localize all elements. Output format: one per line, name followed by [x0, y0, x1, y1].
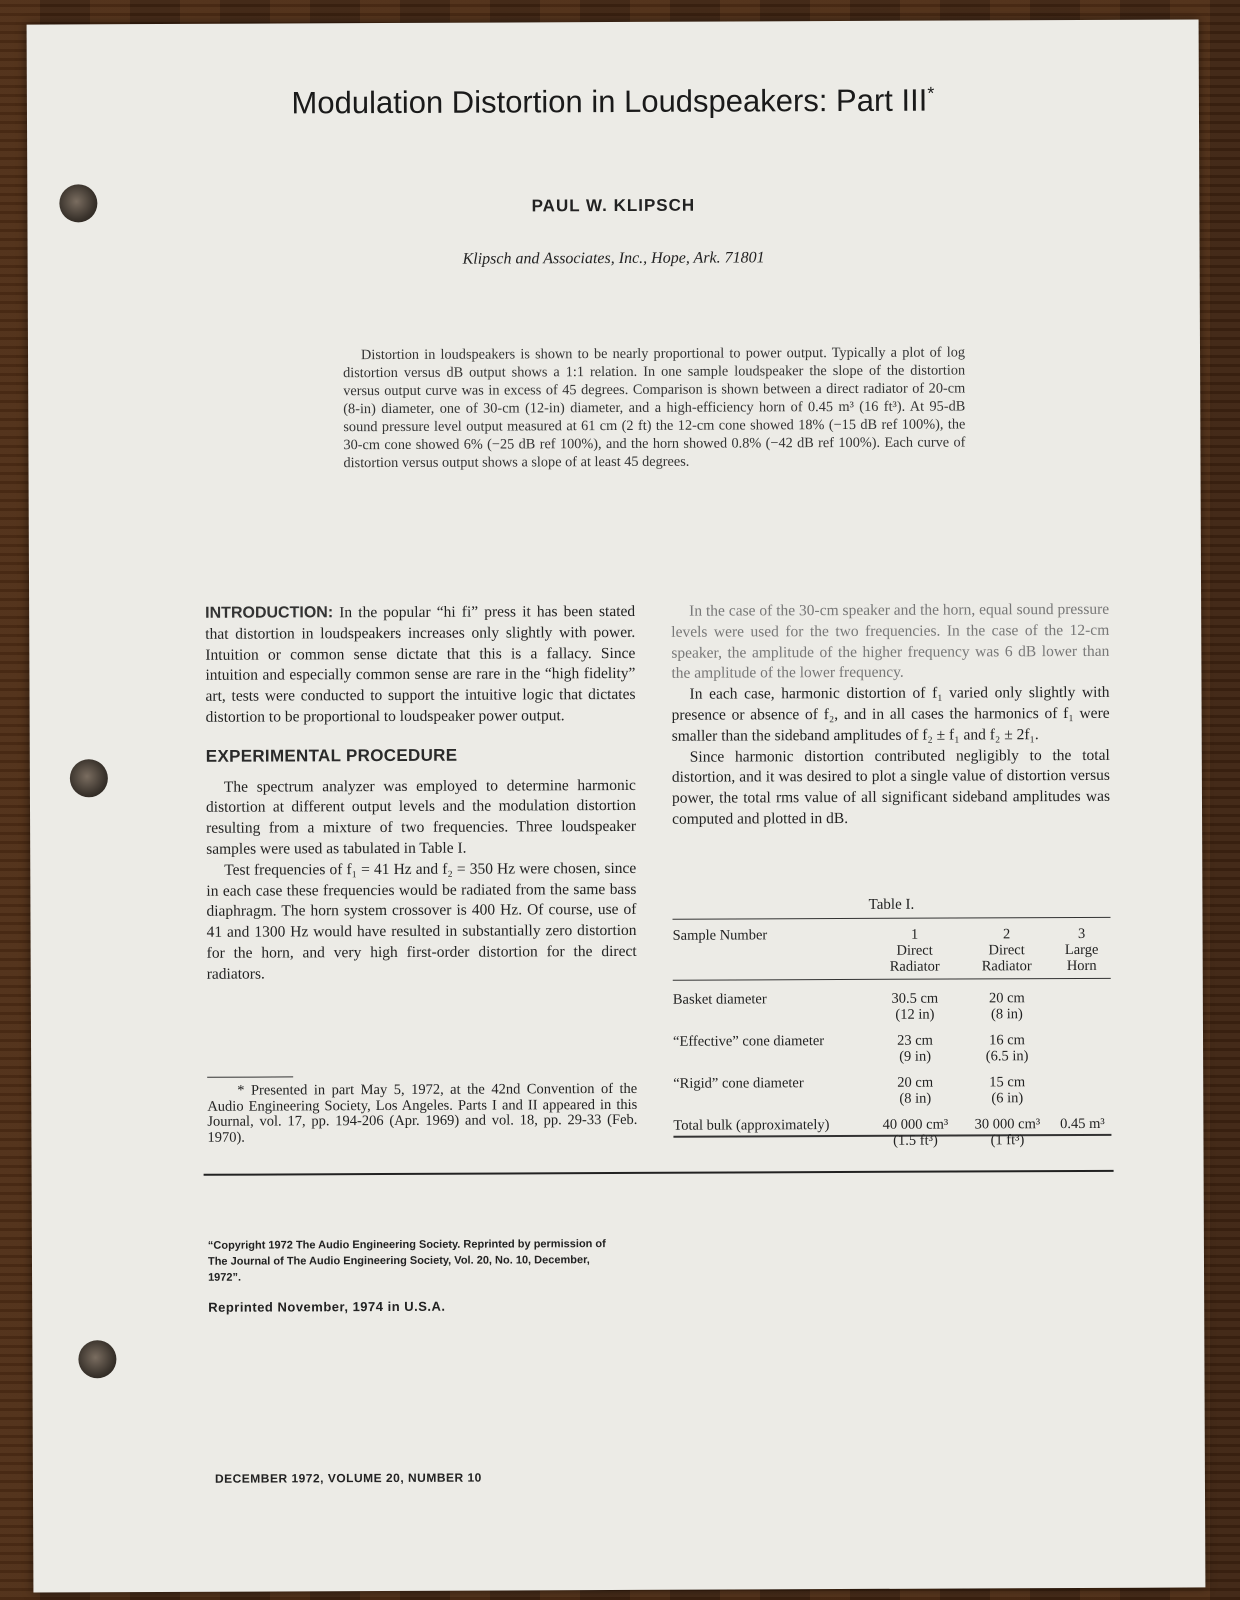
table-row-label: Basket diameter: [672, 991, 767, 1008]
issue-footer: DECEMBER 1972, VOLUME 20, NUMBER 10: [214, 1470, 482, 1486]
right-paragraph-1: In the case of the 30-cm speaker and the horn, equal sound pressure levels were used for the two frequencies. In the case of the 12-cm speaker, the amplitude of the higher frequency was 6 dB lower than the amplitude of the lower frequency.: [671, 600, 1110, 683]
table-header-col-1: 1 Direct Radiator: [889, 926, 940, 975]
table-cell: 15 cm (6 in): [989, 1074, 1026, 1107]
table-cell: [1053, 1074, 1111, 1116]
procedure-paragraph-1: The spectrum analyzer was employed to determine harmonic distortion at different output levels and the modulation distortion resulting from a mixture of two frequencies. Three loudspeaker samples were used as tabulated in Table I.: [205, 776, 637, 858]
table-row: [673, 982, 1111, 1034]
author-name: PAUL W. KLIPSCH: [531, 195, 696, 216]
paper-page: [27, 19, 1206, 1592]
reprint-notice: Reprinted November, 1974 in U.S.A.: [208, 1298, 446, 1315]
table-cell: 30.5 cm (12 in): [891, 990, 939, 1023]
table-header-row: [672, 918, 1110, 984]
table-header-label: Sample Number: [672, 927, 768, 944]
table-row: [673, 1116, 1111, 1160]
right-paragraph-2: In each case, harmonic distortion of f₁ varied only slightly with presence or absence of f₂, and in all cases the harmonics of f₁ were smaller than the sideband amplitudes of f₂ ± f₁ and f₂ ± 2f₁.: [671, 684, 1110, 745]
table-cell: 23 cm (9 in): [897, 1032, 933, 1065]
footnote: * Presented in part May 5, 1972, at the 42nd Convention of the Audio Engineering Society, Los Angeles. Parts I and II appeared in this Journal, vol. 17, pp. 194-206 (Apr. 1969) and vol. 18, pp. 29-33 (Feb. 1970).: [207, 1080, 638, 1146]
right-paragraph-3: Since harmonic distortion contributed negligibly to the total distortion, and it was desired to plot a single value of distortion versus power, the total rms value of all significant sideband amplitudes was computed and plotted in dB.: [671, 746, 1111, 828]
table-cell: 16 cm (6.5 in): [985, 1032, 1029, 1065]
procedure-heading: EXPERIMENTAL PROCEDURE: [205, 745, 458, 766]
intro-heading: INTRODUCTION:: [205, 604, 334, 622]
abstract: Distortion in loudspeakers is shown to be nearly proportional to power output. Typically a plot of log distortion versus dB output shows a 1:1 relation. In one sample loudspeaker the slope of the distortion versus output curve was in excess of 45 degrees. Comparison is shown between a direct radiator of 20-cm (8-in) diameter, one of 30-cm (12-in) diameter, and a high-efficiency horn of 0.45 m³ (16 ft³). At 95-dB sound pressure level output measured at 61 cm (2 ft) the 12-cm cone showed 18% (−15 dB ref 100%), the 30-cm cone showed 6% (−25 dB ref 100%), and the horn showed 0.8% (−42 dB ref 100%). Each curve of distortion versus output shows a slope of at least 45 degrees.: [343, 344, 966, 472]
right-column: [671, 600, 1110, 831]
footnote-rule: [207, 1076, 293, 1077]
table-row-label: Total bulk (approximately): [673, 1117, 830, 1134]
article-title: Modulation Distortion in Loudspeakers: Part III*: [291, 82, 935, 121]
table-cell: 40 000 cm³ (1.5 ft³): [882, 1116, 949, 1149]
table-cell: [1053, 1032, 1111, 1074]
author-affiliation: Klipsch and Associates, Inc., Hope, Ark. 71801: [462, 249, 765, 268]
intro-paragraph: [205, 602, 636, 729]
section-divider: [204, 1170, 1114, 1176]
intro-text: In the popular “hi fi” press it has been stated that distortion in loudspeakers increases only slightly with power. Intuition or common sense dictate that this is a fallacy. Since intuition and especially common sense are rare in the “high fidelity” art, tests were conducted to support the intuitive logic that dictates distortion to be proportional to loudspeaker power output.: [205, 602, 636, 726]
table-samples: [672, 918, 1111, 1160]
table-header-col-3: 3 Large Horn: [1064, 925, 1099, 975]
table-row: [673, 1074, 1111, 1118]
punch-hole-bottom: [78, 1340, 116, 1378]
table-cell: 20 cm (8 in): [897, 1074, 934, 1107]
copyright-notice: “Copyright 1972 The Audio Engineering Society. Reprinted by permission of The Journal of The Audio Engineering Society, Vol. 20, No. 10, December, 1972”.: [207, 1238, 606, 1284]
table-header-col-2: 2 Direct Radiator: [981, 926, 1032, 975]
table-cell: [1053, 982, 1111, 1032]
table-row-label: “Effective” cone diameter: [672, 1033, 825, 1050]
table-caption: Table I.: [868, 896, 915, 913]
table-cell: 0.45 m³: [1060, 1115, 1105, 1133]
left-column: [205, 602, 637, 985]
procedure-paragraph-2: Test frequencies of f₁ = 41 Hz and f₂ = 350 Hz were chosen, since in each case these frequencies would be radiated from the same bass diaphragm. The horn system crossover is 400 Hz. Of course, use of 41 and 1300 Hz would have resulted in substantially zero distortion for the horn, and very high first-order distortion for the direct radiators.: [206, 859, 637, 983]
punch-hole-middle: [70, 759, 108, 797]
table-row: [673, 1032, 1111, 1076]
table-cell: 30 000 cm³ (1 ft³): [974, 1116, 1041, 1149]
table-row-label: “Rigid” cone diameter: [673, 1075, 804, 1092]
table-cell: 20 cm (8 in): [988, 990, 1025, 1023]
